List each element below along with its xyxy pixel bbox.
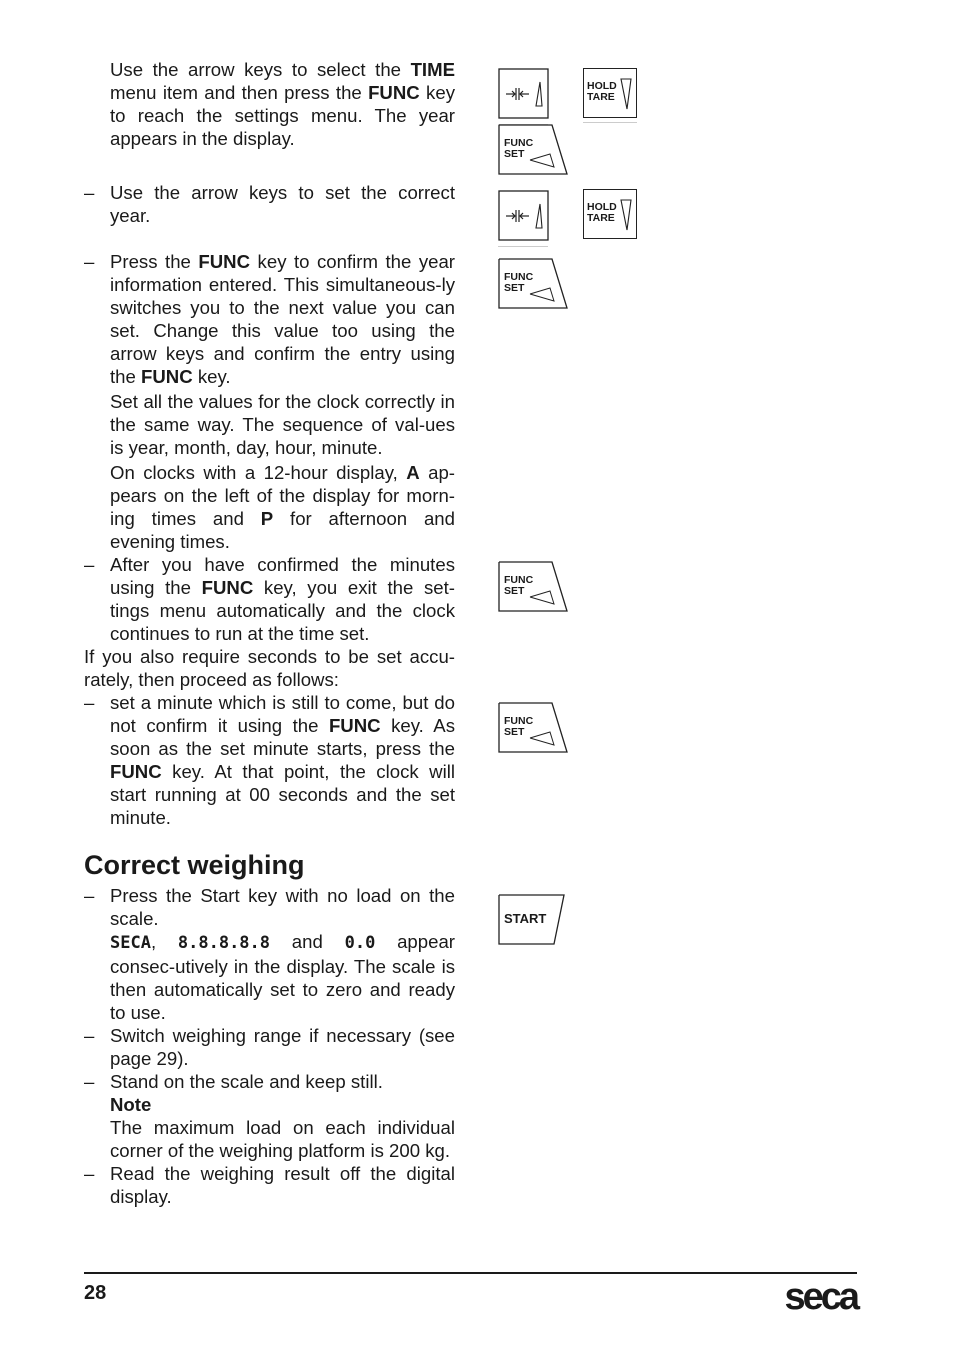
func-set-key: FUNC SET xyxy=(498,124,570,175)
stand-step: – Stand on the scale and keep still. xyxy=(84,1070,455,1093)
step-func-block xyxy=(84,250,455,829)
lcd-zero: 0.0 xyxy=(344,933,376,953)
body-text xyxy=(84,58,455,150)
divider xyxy=(583,122,637,123)
func-set-key: FUNC SET xyxy=(498,258,570,309)
clock12-paragraph: On clocks with a 12-hour display, A ap-pears on the left of the display for morn-ing times and P for afternoon and evening times. xyxy=(110,462,455,552)
after-minutes-step: – After you have confirmed the minutes using the FUNC key, you exit the set-tings menu automatically and the clock continues to run at the time set. xyxy=(84,553,455,645)
triangle-down-icon xyxy=(620,77,632,111)
read-result-step: – Read the weighing result off the digital display. xyxy=(84,1162,455,1208)
step-func: – Press the FUNC key to confirm the year information entered. This simultaneous-ly switches you to the next value you can set. Change this value too using the arrow keys and confirm the entry using the FUNC key. xyxy=(84,250,455,388)
display-sequence: SECA, 8.8.8.8.8 and 0.0 appear consec-utively in the display. The scale is then automatically set to zero and ready to use. xyxy=(110,931,455,1023)
seconds-intro: If you also require seconds to be set accu-rately, then proceed as follows: xyxy=(84,646,455,690)
triangle-down-icon xyxy=(620,198,632,232)
note-heading: Note xyxy=(110,1094,152,1115)
func-set-key: FUNC SET xyxy=(498,561,570,612)
intro-paragraph: Use the arrow keys to select the TIME menu item and then press the FUNC key to reach the settings menu. The year appears in the display. xyxy=(110,59,455,149)
seca-logo: seca xyxy=(784,1276,857,1318)
step-year: – Use the arrow keys to set the correct year. xyxy=(84,181,455,227)
lcd-seca: SECA xyxy=(110,933,151,953)
hold-tare-key: HOLD TARE xyxy=(583,68,637,118)
note-text: The maximum load on each individual corner of the weighing platform is 200 kg. xyxy=(110,1117,455,1161)
page-number: 28 xyxy=(84,1282,107,1304)
func-set-key: FUNC SET xyxy=(498,702,570,753)
arrow-key-icon xyxy=(498,190,550,242)
weighing-block xyxy=(84,884,455,1208)
start-key: START xyxy=(498,894,566,945)
hold-tare-key: HOLD TARE xyxy=(583,189,637,239)
step-year-block xyxy=(84,181,455,227)
lcd-88888: 8.8.8.8.8 xyxy=(177,933,271,953)
footer-rule xyxy=(84,1272,857,1274)
arrow-key-icon xyxy=(498,68,550,120)
set-minute-step: – set a minute which is still to come, but do not confirm it using the FUNC key. As soon as the set minute starts, press the FUNC key. At that point, the clock will start running at 00 seconds and the set minute. xyxy=(84,691,455,829)
set-all-paragraph: Set all the values for the clock correctly in the same way. The sequence of val-ues is year, month, day, hour, minute. xyxy=(110,391,455,458)
switch-range-step: – Switch weighing range if necessary (see page 29). xyxy=(84,1024,455,1070)
section-heading: Correct weighing xyxy=(84,850,305,880)
press-start-step: – Press the Start key with no load on the scale. xyxy=(84,884,455,930)
divider xyxy=(498,246,548,247)
